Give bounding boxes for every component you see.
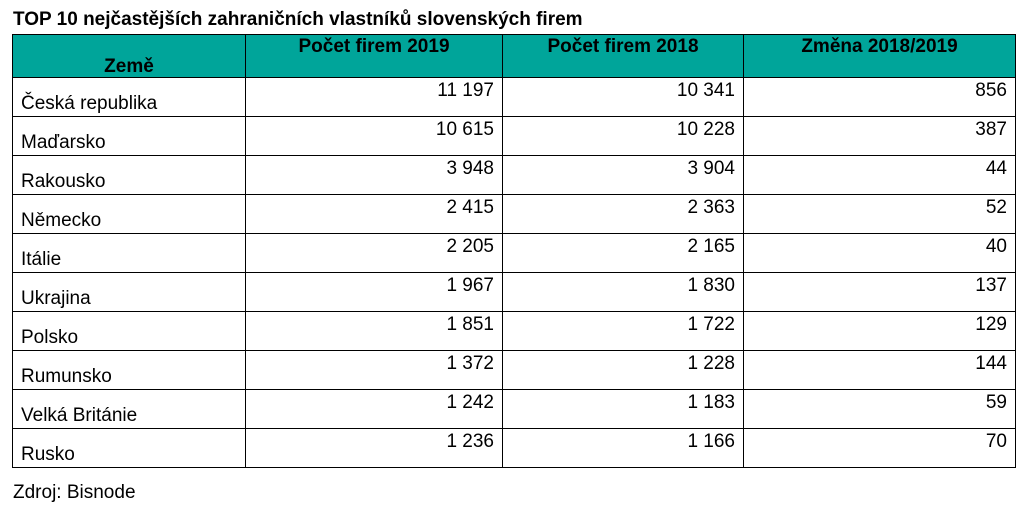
count-2019-cell: 1 851 bbox=[246, 312, 503, 351]
count-2019-cell: 2 205 bbox=[246, 234, 503, 273]
count-2018-cell: 10 341 bbox=[503, 78, 744, 117]
change-cell: 44 bbox=[744, 156, 1016, 195]
country-cell: Rakousko bbox=[13, 156, 246, 195]
country-cell: Polsko bbox=[13, 312, 246, 351]
count-2019-cell: 1 242 bbox=[246, 390, 503, 429]
table-row bbox=[13, 351, 1016, 390]
count-2018-cell: 1 830 bbox=[503, 273, 744, 312]
country-cell: Velká Británie bbox=[13, 390, 246, 429]
country-cell: Ukrajina bbox=[13, 273, 246, 312]
count-2019-cell: 1 372 bbox=[246, 351, 503, 390]
count-2018-cell: 2 165 bbox=[503, 234, 744, 273]
table-row bbox=[13, 117, 1016, 156]
country-cell: Rumunsko bbox=[13, 351, 246, 390]
header-row bbox=[13, 35, 1016, 78]
country-cell: Itálie bbox=[13, 234, 246, 273]
change-cell: 137 bbox=[744, 273, 1016, 312]
count-2018-cell: 1 722 bbox=[503, 312, 744, 351]
change-cell: 144 bbox=[744, 351, 1016, 390]
change-cell: 856 bbox=[744, 78, 1016, 117]
country-cell: Německo bbox=[13, 195, 246, 234]
source-note: Zdroj: Bisnode bbox=[13, 482, 136, 503]
table-row bbox=[13, 273, 1016, 312]
table-row bbox=[13, 78, 1016, 117]
table-row bbox=[13, 156, 1016, 195]
table-row bbox=[13, 234, 1016, 273]
column-header-count-2019: Počet firem 2019 bbox=[246, 35, 503, 78]
count-2019-cell: 1 236 bbox=[246, 429, 503, 468]
country-cell: Rusko bbox=[13, 429, 246, 468]
change-cell: 70 bbox=[744, 429, 1016, 468]
country-cell: Maďarsko bbox=[13, 117, 246, 156]
count-2019-cell: 3 948 bbox=[246, 156, 503, 195]
count-2018-cell: 10 228 bbox=[503, 117, 744, 156]
column-header-count-2018: Počet firem 2018 bbox=[503, 35, 744, 78]
country-cell: Česká republika bbox=[13, 78, 246, 117]
count-2018-cell: 2 363 bbox=[503, 195, 744, 234]
count-2019-cell: 10 615 bbox=[246, 117, 503, 156]
count-2019-cell: 11 197 bbox=[246, 78, 503, 117]
count-2018-cell: 1 228 bbox=[503, 351, 744, 390]
table-row bbox=[13, 390, 1016, 429]
table-title: TOP 10 nejčastějších zahraničních vlastníků slovenských firem bbox=[13, 9, 583, 30]
change-cell: 40 bbox=[744, 234, 1016, 273]
data-table bbox=[12, 34, 1016, 468]
table-row bbox=[13, 195, 1016, 234]
column-header-change: Změna 2018/2019 bbox=[744, 35, 1016, 78]
count-2018-cell: 1 183 bbox=[503, 390, 744, 429]
column-header-country: Země bbox=[13, 35, 246, 78]
change-cell: 52 bbox=[744, 195, 1016, 234]
change-cell: 59 bbox=[744, 390, 1016, 429]
count-2019-cell: 2 415 bbox=[246, 195, 503, 234]
count-2019-cell: 1 967 bbox=[246, 273, 503, 312]
count-2018-cell: 3 904 bbox=[503, 156, 744, 195]
change-cell: 129 bbox=[744, 312, 1016, 351]
count-2018-cell: 1 166 bbox=[503, 429, 744, 468]
change-cell: 387 bbox=[744, 117, 1016, 156]
table-row bbox=[13, 312, 1016, 351]
table-row bbox=[13, 429, 1016, 468]
